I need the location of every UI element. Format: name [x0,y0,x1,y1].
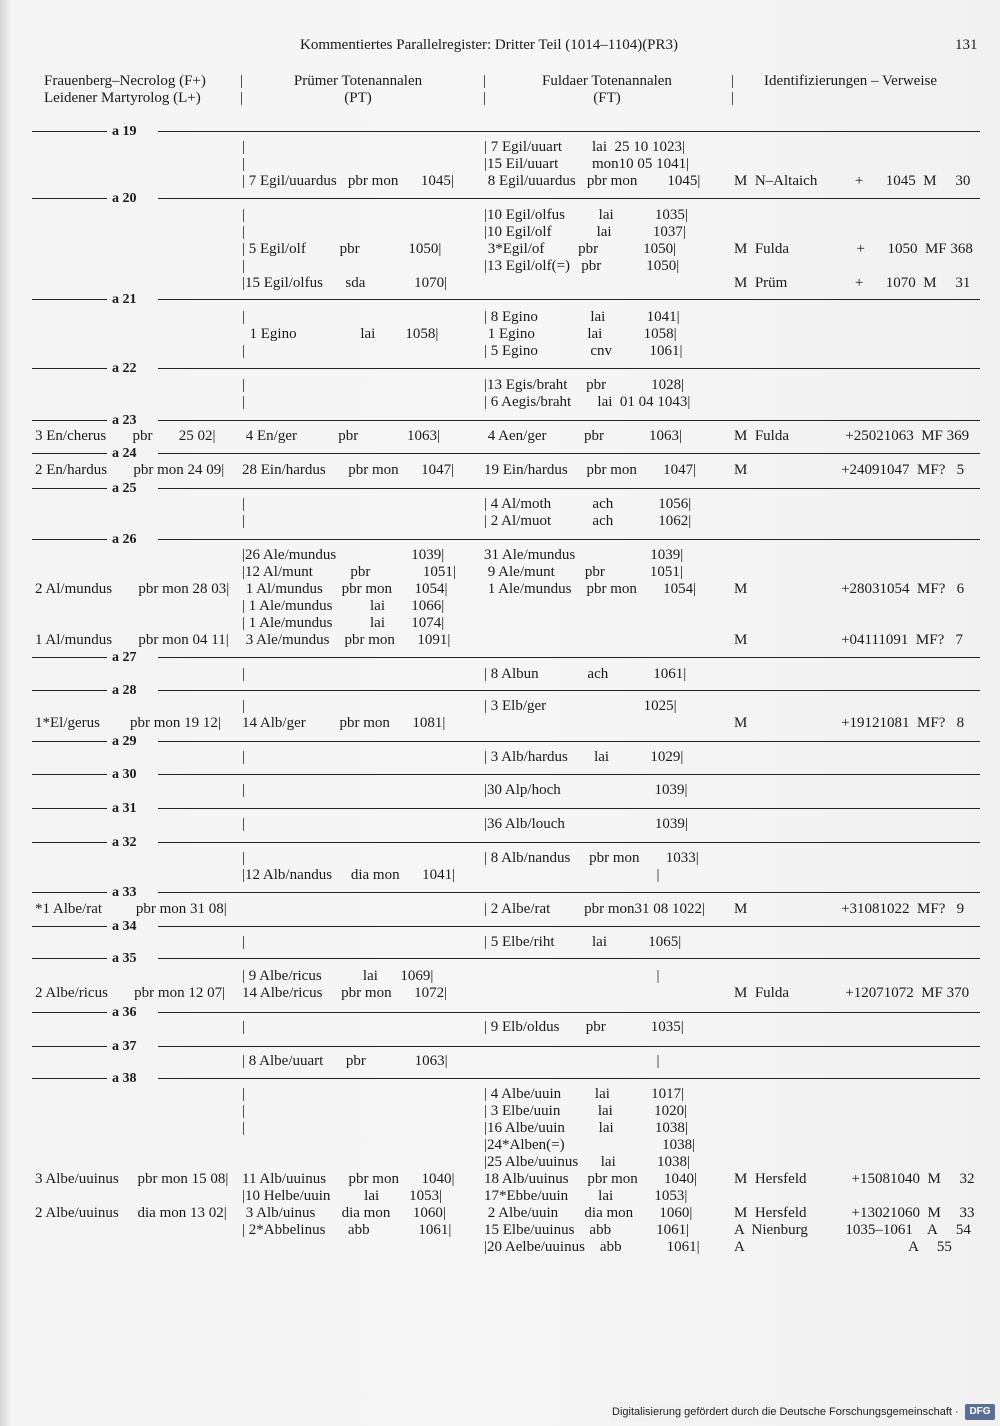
table-cell-ft: | 4 Albe/uuin lai 1017| [484,1086,685,1102]
table-cell-ft: | 3 Elbe/uuin lai 1020| [484,1103,688,1119]
table-cell-pt: | [242,377,246,393]
section-label: a 29 [112,734,137,749]
table-cell-left: 2 Al/mundus pbr mon 28 03| [35,581,230,597]
table-cell-ft: |13 Egil/olf(=) pbr 1050| [484,258,680,274]
dfg-logo: DFG [965,1404,995,1420]
table-cell-ft: 17*Ebbe/uuin lai 1053| [484,1188,688,1204]
section-label: a 30 [112,767,137,782]
table-cell-ident: M +28031054 MF? 6 [734,581,965,597]
table-cell-ft: | 2 Albe/rat pbr mon31 08 1022| [484,901,705,917]
column-header-pt: Prümer Totenannalen (PT) [293,73,423,106]
table-cell-ft: |15 Eil/uuart mon10 05 1041| [484,156,690,172]
section-label: a 26 [112,532,137,547]
table-cell-ft: | 4 Al/moth ach 1056| [484,496,692,512]
table-cell-pt: | [242,309,246,325]
table-cell-ft: 15 Elbe/uuinus abb 1061| [484,1222,690,1238]
table-cell-ft: |13 Egis/braht pbr 1028| [484,377,685,393]
table-cell-pt: | 5 Egil/olf pbr 1050| [242,241,442,257]
table-cell-pt: 3 Ale/mundus pbr mon 1091| [242,632,451,648]
column-header-ident: Identifizierungen – Verweise [764,73,937,89]
table-cell-ft: |20 Aelbe/uuinus abb 1061| [484,1239,700,1255]
table-cell-ident: M Fulda +12071072 MF 370 [734,985,970,1001]
section-label: a 35 [112,951,137,966]
table-cell-pt: | [242,496,246,512]
section-rule [32,1012,107,1013]
table-cell-ft: | 9 Elb/oldus pbr 1035| [484,1019,684,1035]
column-header-ft: Fuldaer Totenannalen (FT) [542,73,672,106]
table-cell-left: 3 Albe/uuinus pbr mon 15 08| [35,1171,229,1187]
table-cell-pt: | 9 Albe/ricus lai 1069| [242,968,434,984]
section-rule [158,539,980,540]
table-cell-pt: | [242,207,246,223]
table-cell-ft: | 7 Egil/uuart lai 25 10 1023| [484,139,685,155]
section-label: a 34 [112,919,137,934]
table-cell-ft: 2 Albe/uuin dia mon 1060| [484,1205,693,1221]
table-cell-ident: A A 55 [734,1239,952,1255]
table-cell-ft: 31 Ale/mundus 1039| [484,547,684,563]
section-label: a 27 [112,650,137,665]
footer-text: Digitalisierung gefördert durch die Deutsche Forschungsgemeinschaft · [612,1406,959,1418]
table-cell-ident: A Nienburg 1035–1061 A 54 [734,1222,971,1238]
section-label: a 38 [112,1071,137,1086]
table-cell-pt: | 7 Egil/uuardus pbr mon 1045| [242,173,454,189]
table-cell-ft: | [484,968,660,984]
table-cell-ident: M N–Altaich + 1045 M 30 [734,173,971,189]
column-divider: | | [240,73,244,106]
table-cell-pt: | [242,1019,246,1035]
section-rule [158,741,980,742]
table-cell-pt: | [242,1120,246,1136]
section-rule [158,488,980,489]
table-cell-ft: | 3 Alb/hardus lai 1029| [484,749,684,765]
page-number: 131 [955,37,978,53]
section-label: a 25 [112,481,137,496]
section-rule [158,1078,980,1079]
section-rule [158,1046,980,1047]
table-cell-ft: |10 Egil/olf lai 1037| [484,224,686,240]
table-cell-ft: 4 Aen/ger pbr 1063| [484,428,682,444]
table-cell-ident: M Fulda +25021063 MF 369 [734,428,970,444]
table-cell-pt: | [242,850,246,866]
table-cell-ft: |24*Alben(=) 1038| [484,1137,696,1153]
table-cell-pt: 4 En/ger pbr 1063| [242,428,440,444]
table-cell-pt: |26 Ale/mundus 1039| [242,547,445,563]
table-cell-pt: | [242,258,246,274]
table-cell-pt: 1 Al/mundus pbr mon 1054| [242,581,448,597]
section-rule [32,131,107,132]
table-cell-ft: | [484,867,660,883]
section-rule [32,539,107,540]
table-cell-pt: | [242,224,246,240]
table-cell-pt: |12 Alb/nandus dia mon 1041| [242,867,456,883]
section-rule [32,299,107,300]
table-cell-pt: | [242,698,246,714]
table-cell-ident: M +24091047 MF? 5 [734,462,965,478]
section-rule [32,958,107,959]
table-cell-pt: 1 Egino lai 1058| [242,326,439,342]
table-cell-pt: | [242,782,246,798]
section-rule [158,131,980,132]
section-rule [32,488,107,489]
table-cell-pt: 14 Albe/ricus pbr mon 1072| [242,985,448,1001]
section-rule [158,198,980,199]
section-label: a 20 [112,191,137,206]
section-rule [32,657,107,658]
section-label: a 31 [112,801,137,816]
section-rule [158,420,980,421]
section-rule [158,690,980,691]
table-cell-ident: M Fulda + 1050 MF 368 [734,241,973,257]
section-label: a 24 [112,446,137,461]
section-rule [32,420,107,421]
table-cell-pt: | [242,343,246,359]
section-label: a 22 [112,361,137,376]
table-cell-ident: M Prüm + 1070 M 31 [734,275,971,291]
section-rule [158,657,980,658]
column-divider: | | [483,73,487,106]
table-cell-ft: | 2 Al/muot ach 1062| [484,513,692,529]
table-cell-ft: | 3 Elb/ger 1025| [484,698,677,714]
section-rule [32,808,107,809]
table-cell-ft: 18 Alb/uuinus pbr mon 1040| [484,1171,698,1187]
table-cell-ft: | 5 Egino cnv 1061| [484,343,683,359]
table-cell-pt: | [242,1086,246,1102]
table-cell-ft: 19 Ein/hardus pbr mon 1047| [484,462,697,478]
section-rule [158,842,980,843]
section-rule [32,198,107,199]
section-rule [32,842,107,843]
table-cell-pt: | 1 Ale/mundus lai 1074| [242,615,445,631]
table-cell-pt: |10 Helbe/uuin lai 1053| [242,1188,443,1204]
table-cell-ft: | 8 Albun ach 1061| [484,666,687,682]
table-cell-pt: 14 Alb/ger pbr mon 1081| [242,715,446,731]
section-rule [32,453,107,454]
section-rule [158,368,980,369]
section-label: a 19 [112,124,137,139]
table-cell-pt: | [242,394,246,410]
section-rule [158,1012,980,1013]
table-cell-pt: | [242,156,246,172]
table-cell-ident: M +19121081 MF? 8 [734,715,965,731]
table-cell-left: 2 Albe/uuinus dia mon 13 02| [35,1205,227,1221]
table-cell-left: 2 En/hardus pbr mon 24 09| [35,462,225,478]
table-cell-ft: 1 Ale/mundus pbr mon 1054| [484,581,697,597]
table-cell-ft: |25 Albe/uuinus lai 1038| [484,1154,691,1170]
section-rule [158,958,980,959]
section-rule [158,926,980,927]
table-cell-pt: | 1 Ale/mundus lai 1066| [242,598,445,614]
section-rule [32,1078,107,1079]
table-cell-ident: M Hersfeld +15081040 M 32 [734,1171,975,1187]
table-cell-ft: | 8 Egino lai 1041| [484,309,680,325]
section-label: a 33 [112,885,137,900]
section-rule [32,774,107,775]
table-cell-ident: M +31081022 MF? 9 [734,901,965,917]
section-rule [158,299,980,300]
table-cell-pt: | [242,666,246,682]
running-head-title: Kommentiertes Parallelregister: Dritter Teil (1014–1104)(PR3) [300,37,679,53]
table-cell-ft: 3*Egil/of pbr 1050| [484,241,677,257]
table-cell-left: 3 En/cherus pbr 25 02| [35,428,216,444]
table-cell-pt: | [242,749,246,765]
section-rule [32,741,107,742]
section-label: a 21 [112,292,137,307]
section-rule [32,892,107,893]
table-cell-ft: |16 Albe/uuin lai 1038| [484,1120,688,1136]
table-cell-left: 1 Al/mundus pbr mon 04 11| [35,632,229,648]
column-divider: | | [731,73,735,106]
table-cell-ident: M +04111091 MF? 7 [734,632,964,648]
table-cell-ft: | 8 Alb/nandus pbr mon 1033| [484,850,699,866]
section-rule [32,926,107,927]
column-header-necrolog: Frauenberg–Necrolog (F+) Leidener Martyrolog (L+) [44,73,206,106]
table-cell-left: 2 Albe/ricus pbr mon 12 07| [35,985,226,1001]
section-rule [32,1046,107,1047]
section-rule [32,690,107,691]
table-cell-pt: | [242,934,246,950]
section-label: a 32 [112,835,137,850]
table-cell-ft: |36 Alb/louch 1039| [484,816,688,832]
table-cell-ft: |10 Egil/olfus lai 1035| [484,207,688,223]
table-cell-pt: 3 Alb/uinus dia mon 1060| [242,1205,446,1221]
section-label: a 28 [112,683,137,698]
table-cell-ft: 1 Egino lai 1058| [484,326,677,342]
table-cell-ft: | [484,1053,660,1069]
section-label: a 37 [112,1039,137,1054]
table-cell-pt: |15 Egil/olfus sda 1070| [242,275,448,291]
table-cell-left: *1 Albe/rat pbr mon 31 08| [35,901,227,917]
table-cell-pt: 11 Alb/uuinus pbr mon 1040| [242,1171,455,1187]
table-cell-ident: M Hersfeld +13021060 M 33 [734,1205,975,1221]
table-cell-pt: |12 Al/munt pbr 1051| [242,564,456,580]
table-cell-ft: | 6 Aegis/braht lai 01 04 1043| [484,394,691,410]
table-cell-pt: 28 Ein/hardus pbr mon 1047| [242,462,455,478]
table-cell-pt: | 2*Abbelinus abb 1061| [242,1222,452,1238]
table-cell-pt: | [242,139,246,155]
section-rule [32,368,107,369]
table-cell-ft: 8 Egil/uuardus pbr mon 1045| [484,173,701,189]
section-label: a 36 [112,1005,137,1020]
table-cell-ft: | 5 Elbe/riht lai 1065| [484,934,682,950]
table-cell-ft: |30 Alp/hoch 1039| [484,782,688,798]
section-rule [158,892,980,893]
table-cell-pt: | [242,513,246,529]
table-cell-left: 1*El/gerus pbr mon 19 12| [35,715,221,731]
section-rule [158,453,980,454]
section-rule [158,774,980,775]
section-label: a 23 [112,413,137,428]
table-cell-pt: | [242,1103,246,1119]
section-rule [158,808,980,809]
table-cell-pt: | 8 Albe/uuart pbr 1063| [242,1053,448,1069]
table-cell-pt: | [242,816,246,832]
table-cell-ft: 9 Ale/munt pbr 1051| [484,564,683,580]
